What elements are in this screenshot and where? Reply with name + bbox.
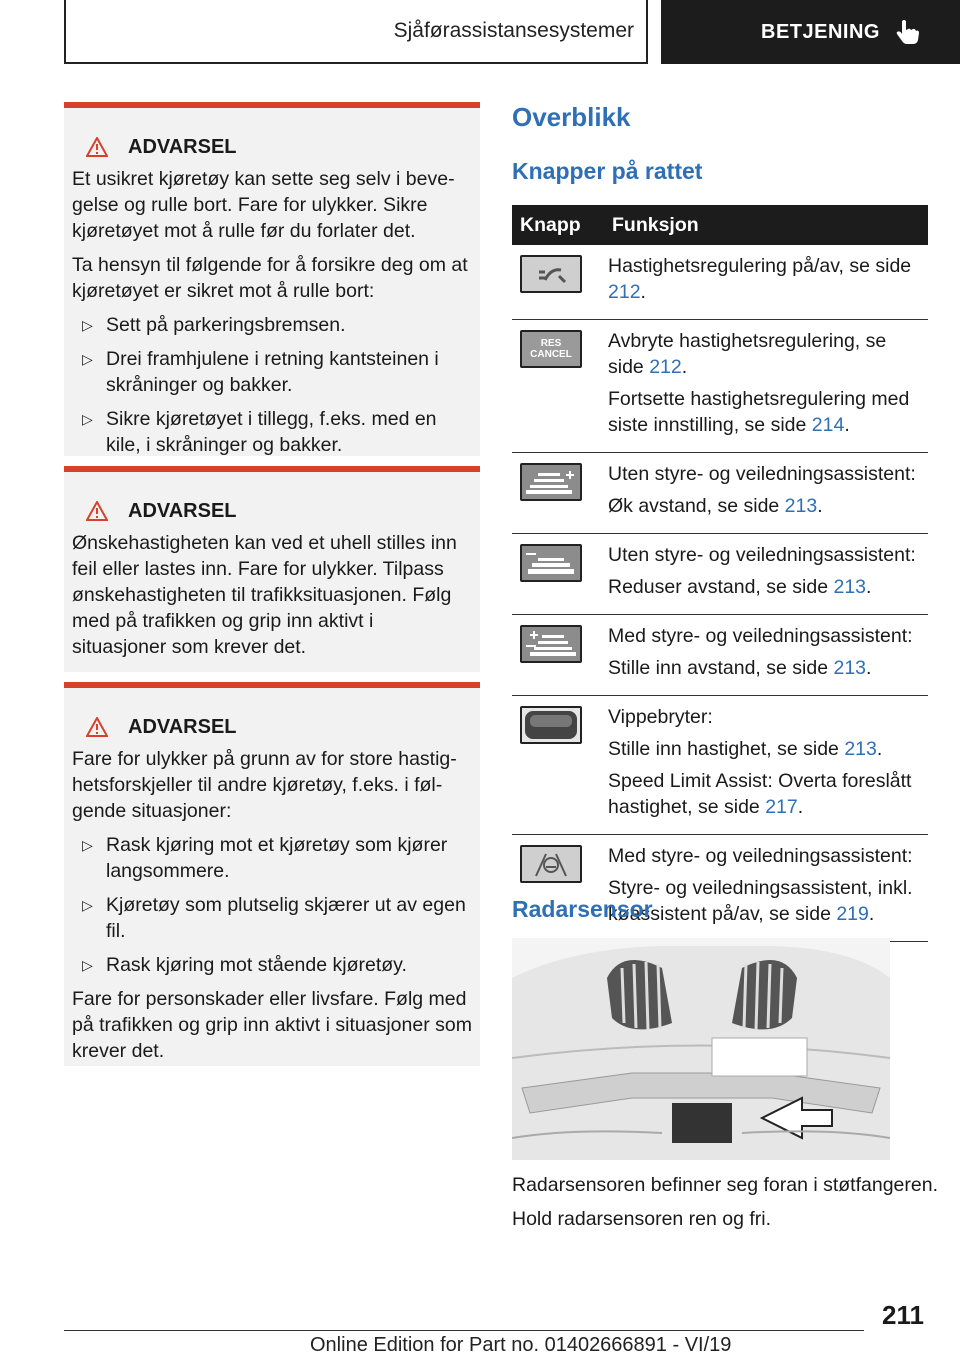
distance-set-icon [520, 625, 582, 663]
function-text: Med styre- og veiledningsassistent: [608, 625, 913, 647]
header-chapter-title: BETJENING [761, 20, 880, 43]
column-header: Funksjon [604, 205, 928, 245]
footer-divider [64, 1330, 864, 1331]
function-text: Speed Limit Assist: Overta foreslått hastighet, se side 217. [608, 770, 912, 818]
column-header: Knapp [512, 205, 604, 245]
function-cell [604, 320, 928, 453]
triangle-bullet-icon: ▷ [82, 957, 93, 973]
triangle-bullet-icon: ▷ [82, 411, 93, 427]
table-row [512, 835, 928, 942]
table-row [512, 245, 928, 320]
function-text: Hastighetsregulering på/av, se side 212. [608, 255, 912, 303]
list-item: ▷ Drei framhjulene i retning kantsteinen i skråninger og bakker. [82, 348, 439, 396]
table-row [512, 453, 928, 534]
page-link[interactable]: 217 [765, 796, 798, 818]
page-link[interactable]: 212 [649, 356, 682, 378]
triangle-bullet-icon: ▷ [82, 837, 93, 853]
function-text: Stille inn avstand, se side 213. [608, 657, 872, 679]
function-text: Reduser avstand, se side 213. [608, 576, 872, 598]
function-text: Fortsette hastighetsregulering med siste innstilling, se side 214. [608, 388, 910, 436]
list-item: ▷ Sikre kjøretøyet i tillegg, f.eks. med en kile, i skråninger og bakker. [82, 408, 437, 456]
table-row [512, 534, 928, 615]
function-cell [604, 245, 928, 320]
page-number: 211 [882, 1300, 924, 1330]
table-row [512, 696, 928, 835]
triangle-bullet-icon: ▷ [82, 317, 93, 333]
page-link[interactable]: 212 [608, 281, 641, 303]
function-text: Øk avstand, se side 213. [608, 495, 823, 517]
header-section [64, 0, 648, 64]
list-item: ▷ Rask kjøring mot et kjøretøy som kjører langsommere. [82, 834, 448, 882]
page-link[interactable]: 213 [833, 576, 867, 598]
cruise-control-icon [520, 255, 582, 293]
page-title: Overblikk [512, 102, 631, 132]
distance-minus-icon [520, 544, 582, 582]
distance-plus-icon [520, 463, 582, 501]
radar-caption: Hold radarsensoren ren og fri. [512, 1208, 772, 1230]
header-chapter [661, 0, 960, 64]
header-section-title: Sjåførassistansesystemer [393, 19, 634, 42]
page-link[interactable]: 214 [811, 414, 845, 436]
triangle-bullet-icon: ▷ [82, 897, 93, 913]
warning-triangle-icon [86, 137, 108, 157]
page-link[interactable]: 213 [833, 657, 867, 679]
list-item: ▷ Sett på parkeringsbremsen. [82, 314, 346, 336]
function-text: Med styre- og veiledningsassistent: [608, 845, 913, 867]
section-subtitle: Knapper på rattet [512, 158, 703, 184]
warning-box-3 [64, 682, 480, 1066]
function-cell [604, 835, 928, 942]
function-cell [604, 453, 928, 534]
function-text: Uten styre- og veiledningsassistent: [608, 544, 916, 566]
warning-text: Fare for ulykker på grunn av for store hastighetsforskjeller til andre kjøretøy, f.eks. i følgende situasjoner: [72, 748, 457, 822]
function-cell [604, 615, 928, 696]
warning-text: Ønskehastigheten kan ved et uhell stilles inn feil eller lastes inn. Fare for ulykker. Tilpass ønskehastigheten til trafikksituasjonen. Følg med på trafikken og grip inn aktivt i situasjoner som krever det. [72, 532, 457, 658]
warning-title: ADVARSEL [72, 498, 472, 524]
rocker-switch-icon [520, 706, 582, 744]
function-text: Uten styre- og veiledningsassistent: [608, 463, 916, 485]
page-link[interactable]: 213 [844, 738, 877, 760]
res-cancel-icon: RES CANCEL [520, 330, 582, 368]
function-text: Stille inn hastighet, se side 213. [608, 738, 883, 760]
warning-triangle-icon [86, 717, 108, 737]
steering-assist-icon [520, 845, 582, 883]
radar-caption: Radarsensoren befinner seg foran i støtfangeren. [512, 1174, 939, 1196]
page-link[interactable]: 213 [784, 495, 818, 517]
radar-title: Radarsensor [512, 896, 653, 922]
hand-pointer-icon [896, 19, 920, 45]
function-cell [604, 696, 928, 835]
radar-sensor-photo [512, 938, 890, 1160]
buttons-table [512, 205, 928, 942]
warning-text: Et usikret kjøretøy kan sette seg selv i bevegelse og rulle bort. Fare for ulykker. Sikre kjøretøyet mot å rulle før du forlater det. [72, 168, 455, 242]
list-item: ▷ Rask kjøring mot stående kjøretøy. [82, 954, 407, 976]
table-row [512, 615, 928, 696]
warning-box-2 [64, 466, 480, 672]
warning-text: Fare for personskader eller livsfare. Følg med på trafikken og grip inn aktivt i situasjoner som krever det. [72, 988, 472, 1062]
warning-triangle-icon [86, 501, 108, 521]
warning-box-1 [64, 102, 480, 456]
list-item: ▷ Kjøretøy som plutselig skjærer ut av egen fil. [82, 894, 466, 942]
table-row [512, 320, 928, 453]
function-cell [604, 534, 928, 615]
footer-text: Online Edition for Part no. 01402666891 - VI/19 [310, 1334, 732, 1356]
function-text: Vippebryter: [608, 706, 713, 728]
function-text: Styre- og veiledningsassistent, inkl. køassistent på/av, se side 219. [608, 877, 913, 925]
warning-title: ADVARSEL [72, 714, 472, 740]
function-text: Avbryte hastighetsregulering, se side 212. [608, 330, 887, 378]
warning-text: Ta hensyn til følgende for å forsikre deg om at kjøretøyet er sikret mot å rulle bort: [72, 254, 468, 302]
page-link[interactable]: 219 [836, 903, 869, 925]
triangle-bullet-icon: ▷ [82, 351, 93, 367]
warning-title: ADVARSEL [72, 134, 472, 160]
